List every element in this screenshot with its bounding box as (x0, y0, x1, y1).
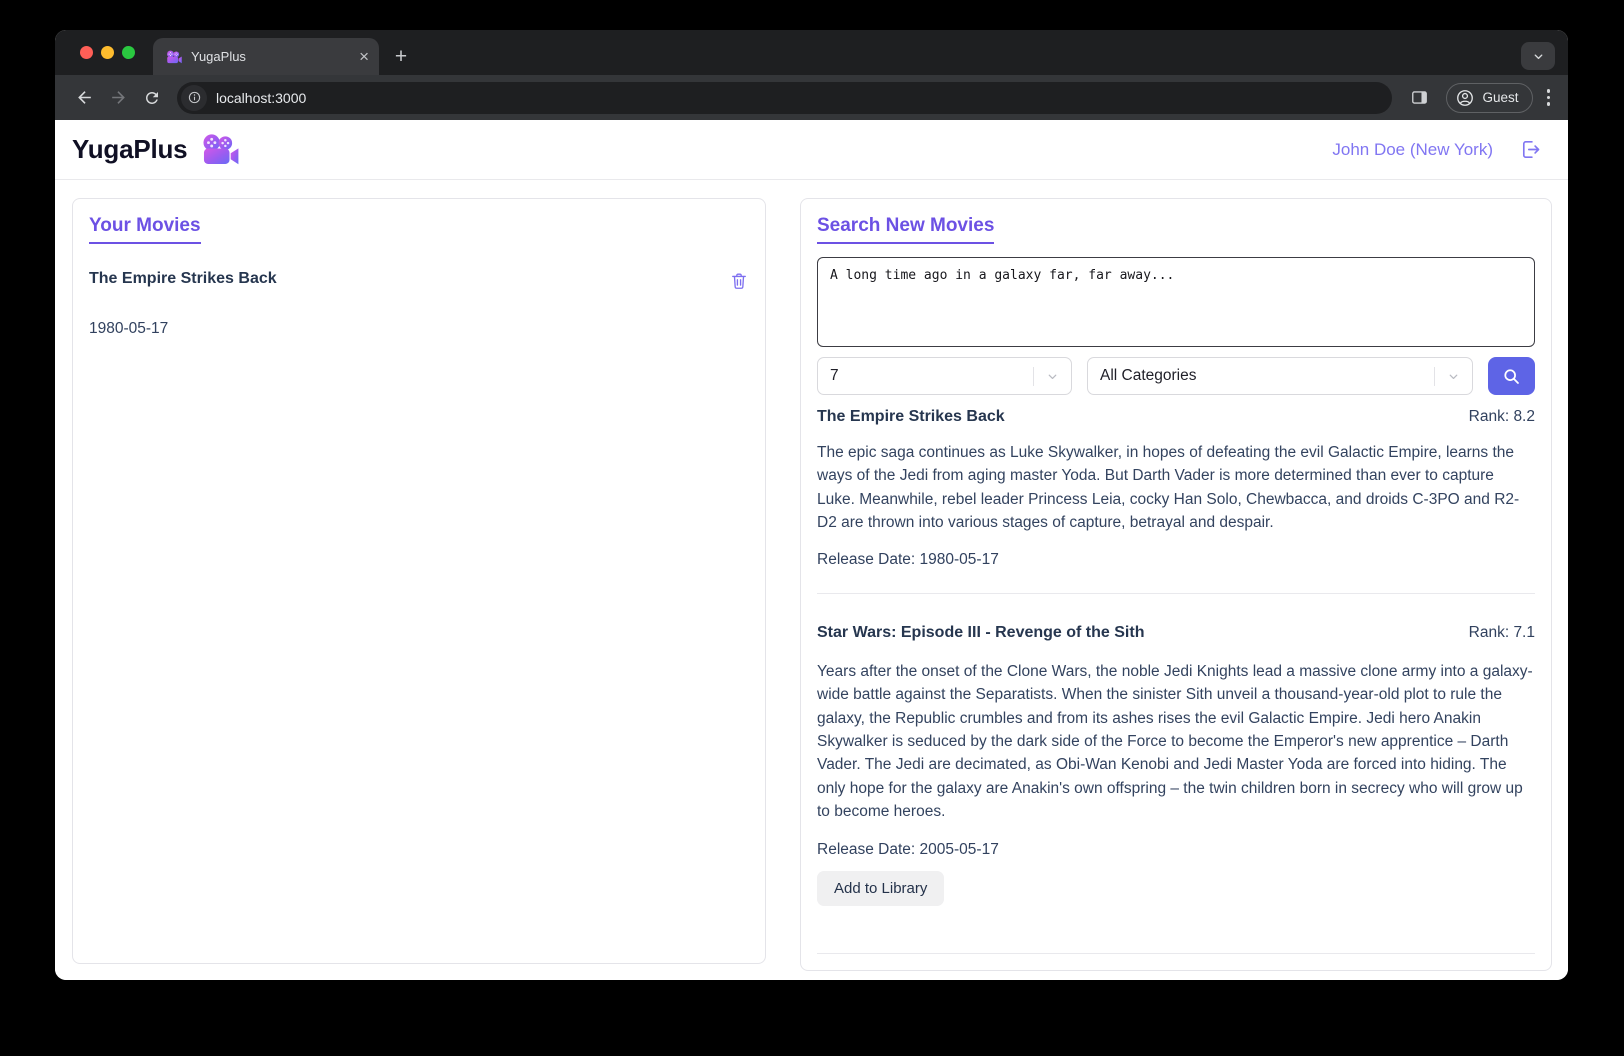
delete-movie-button[interactable] (729, 270, 749, 292)
minimize-window-button[interactable] (101, 46, 114, 59)
url-text: localhost:3000 (216, 89, 307, 106)
magnifier-icon (1501, 366, 1522, 387)
result-description: Years after the onset of the Clone Wars, the noble Jedi Knights lead a massive clone army into a galaxy-wide battle against the Separatists. When the sinister Sith unveil a thousand-year-old plot to rule the galaxy, the Republic crumbles and from its ashes rises the evil Galactic Empire. Jedi hero Anakin Skywalker is seduced by the dark side of the Force to become the Emperor's new apprentice – Darth Vader. The Jedi are decimated, as Obi-Wan Kenobi and Jedi Master Yoda are forced into hiding. The only hope for the galaxy are Anakin's own offspring – the twin children born in secrecy who will grow up to become heroes. (817, 663, 1533, 820)
result-count-value: 7 (830, 367, 839, 384)
url-bar[interactable] (177, 82, 1392, 114)
browser-window (55, 30, 1568, 980)
side-panel-button[interactable] (1404, 83, 1434, 113)
profile-button[interactable] (1446, 83, 1532, 113)
search-controls (817, 357, 1535, 395)
result-release-date: Release Date: 2005-05-17 (817, 841, 999, 859)
logout-button[interactable] (1519, 138, 1542, 161)
close-window-button[interactable] (80, 46, 93, 59)
back-button[interactable] (69, 83, 99, 113)
side-panel-icon (1410, 88, 1429, 107)
tab-title: YugaPlus (191, 49, 246, 64)
select-divider (1434, 367, 1435, 386)
result-description: The epic saga continues as Luke Skywalker, in hopes of defeating the evil Galactic Empire, learns the ways of the Jedi from aging master Yoda. But Darth Vader is more determined than ever to capture Luke. Meanwhile, rebel leader Princess Leia, cocky Han Solo, Chewbacca, and droids C-3PO and R2-D2 are thrown into various stages of capture, betrayal and despair. (817, 444, 1520, 531)
browser-tab-yugaplus[interactable] (153, 38, 379, 75)
your-movies-title: Your Movies (89, 215, 201, 244)
search-button[interactable] (1488, 357, 1535, 395)
search-query-input[interactable] (817, 257, 1535, 347)
tab-search-menu-button[interactable] (1521, 42, 1555, 70)
app-title: YugaPlus (72, 134, 188, 164)
tab-close-icon[interactable]: × (359, 47, 369, 66)
window-controls (55, 46, 153, 59)
category-select[interactable] (1087, 357, 1473, 395)
user-name: John Doe (New York) (1332, 139, 1493, 159)
forward-button[interactable] (103, 83, 133, 113)
info-icon (187, 90, 202, 105)
result-title: Star Wars: Episode III - Revenge of the Sith (817, 624, 1145, 642)
search-new-movies-panel (800, 198, 1552, 971)
reload-icon (143, 89, 161, 107)
trash-icon (729, 270, 749, 292)
result-divider (817, 593, 1535, 594)
result-count-select[interactable] (817, 357, 1072, 395)
yugaplus-page (55, 120, 1568, 980)
browser-tab-strip (55, 30, 1568, 75)
back-arrow-icon (75, 88, 94, 107)
browser-toolbar (55, 75, 1568, 120)
library-movie-row (89, 270, 749, 292)
add-to-library-button[interactable]: Add to Library (817, 871, 944, 906)
forward-arrow-icon (109, 88, 128, 107)
category-value: All Categories (1100, 367, 1197, 384)
logout-icon (1519, 138, 1542, 161)
your-movies-panel (72, 198, 766, 964)
search-result (817, 408, 1535, 594)
result-rank: Rank: 7.1 (1468, 624, 1535, 642)
result-header (817, 408, 1535, 426)
result-rank: Rank: 8.2 (1468, 408, 1535, 425)
reload-button[interactable] (137, 83, 167, 113)
site-info-button[interactable] (181, 85, 207, 111)
movie-camera-logo-icon (201, 134, 239, 165)
result-release-date: Release Date: 1980-05-17 (817, 551, 999, 569)
person-circle-icon (1455, 88, 1475, 108)
chevron-down-icon (1046, 370, 1059, 383)
guest-label: Guest (1482, 90, 1519, 105)
browser-menu-button[interactable] (1541, 83, 1557, 112)
result-header (817, 624, 1535, 642)
chevron-down-icon (1532, 50, 1545, 63)
library-movie-title: The Empire Strikes Back (89, 270, 277, 287)
library-movie-date: 1980-05-17 (89, 320, 169, 337)
zoom-window-button[interactable] (122, 46, 135, 59)
select-divider (1033, 367, 1034, 386)
main-content (55, 180, 1568, 980)
search-result (817, 624, 1535, 954)
new-tab-button[interactable]: + (394, 45, 408, 68)
tab-favicon-movie-camera-icon (166, 50, 182, 64)
result-divider (817, 953, 1535, 954)
result-title: The Empire Strikes Back (817, 408, 1005, 425)
app-header (55, 120, 1568, 180)
chevron-down-icon (1447, 370, 1460, 383)
search-new-movies-title: Search New Movies (817, 215, 994, 244)
